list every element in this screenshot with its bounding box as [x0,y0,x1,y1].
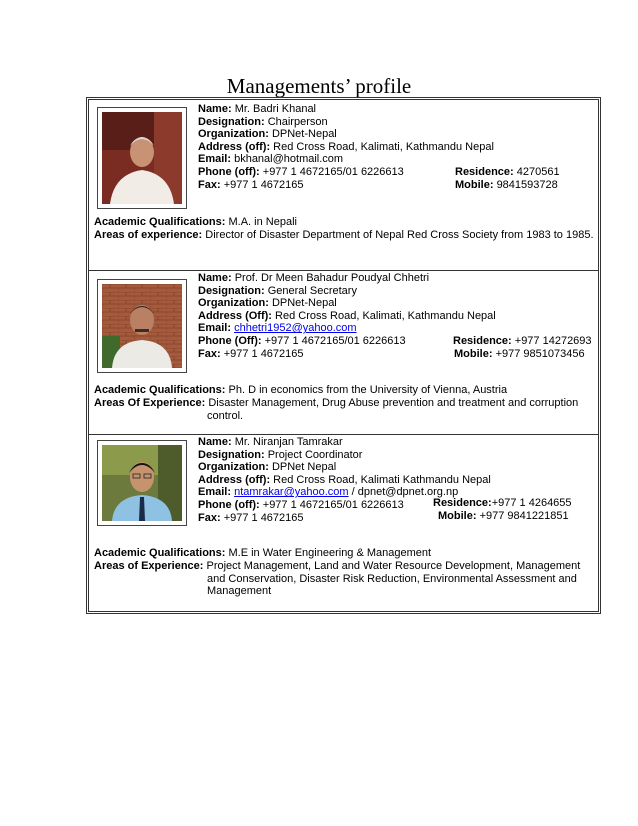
residence [455,166,560,178]
label: Organization: [198,128,269,141]
label: Organization: [198,461,269,474]
label: Areas of Experience: [94,559,204,572]
experience-value: Project Management, Land and Water Resource Development, Management [206,559,581,572]
label: Areas Of Experience: [94,396,206,409]
person-name: Mr. Badri Khanal [234,103,317,115]
person-name: Mr. Niranjan Tamrakar [234,436,343,448]
label: Email: [198,153,232,166]
experience-value: and Conservation, Disaster Risk Reduction, Environmental Assessment and [207,572,577,585]
designation: Chairperson [267,115,328,128]
label: Fax: [198,347,221,360]
phone: +977 1 4672165/01 6226613 [264,334,406,347]
address: Red Cross Road, Kalimati, Kathmandu Nepal [275,309,496,322]
designation: Project Coordinator [267,448,363,461]
academic-value: M.A. in Nepali [228,216,297,228]
experience-value: control. [207,409,244,422]
mobile-value: +977 9841221851 [479,510,569,522]
label: Residence: [453,335,512,347]
label: Phone (off): [198,498,260,511]
profile-photo [97,440,187,526]
address: Red Cross Road, Kalimati Kathmandu Nepal [273,473,491,486]
label: Name: [198,272,232,284]
email-link[interactable]: ntamrakar@yahoo.com [234,486,349,499]
phone: +977 1 4672165/01 6226613 [262,498,404,511]
academic-value: M.E in Water Engineering & Management [228,547,432,559]
profile-card [89,271,598,434]
label: Academic Qualifications: [94,547,226,559]
qualifications [94,547,580,598]
label: Email: [198,486,232,499]
label: Phone (off): [198,165,260,178]
mobile-value: 9841593728 [496,179,558,191]
page-title: Managements’ profile [226,74,412,98]
qualifications [94,384,578,422]
experience-value: Director of Disaster Department of Nepal Red Cross Society from 1983 to 1985. [205,228,594,241]
qualifications [94,216,594,242]
secondary-email: dpnet@dpnet.org.np [357,486,459,499]
label: Areas of experience: [94,228,203,241]
organization: DPNet-Nepal [271,297,337,310]
contact-details [198,272,496,360]
email-separator: / [348,486,358,499]
label: Designation: [198,448,265,461]
organization: DPNet-Nepal [271,128,337,141]
fax: +977 1 4672165 [223,511,304,524]
experience-value: Management [207,585,272,598]
organization: DPNet Nepal [271,461,337,474]
label: Organization: [198,297,269,310]
experience-value: Disaster Management, Drug Abuse prevention and treatment and corruption [208,396,579,409]
mobile [455,179,558,191]
label: Phone (Off): [198,334,262,347]
label: Fax: [198,178,221,191]
label: Address (off): [198,140,271,153]
residence-value: +977 1 4264655 [491,497,572,509]
residence [453,335,592,347]
mobile [454,348,585,360]
profile-card [89,100,598,270]
designation: General Secretary [267,284,357,297]
person-name: Prof. Dr Meen Bahadur Poudyal Chhetri [234,272,430,284]
contact-details [198,103,494,191]
label: Mobile: [454,348,493,360]
fax: +977 1 4672165 [223,178,304,191]
label: Name: [198,103,232,115]
residence-value: 4270561 [516,166,560,178]
label: Mobile: [455,179,494,191]
address: Red Cross Road, Kalimati, Kathmandu Nepal [273,140,494,153]
label: Name: [198,436,232,448]
label: Fax: [198,511,221,524]
label: Address (off): [198,473,271,486]
label: Designation: [198,115,265,128]
fax: +977 1 4672165 [223,347,304,360]
label: Residence: [433,497,492,509]
profile-photo [97,279,187,373]
label: Address (Off): [198,309,272,322]
mobile [438,510,569,522]
mobile-value: +977 9851073456 [495,348,585,360]
email-link[interactable]: chhetri1952@yahoo.com [234,322,357,335]
profile-card [89,435,598,605]
profiles-table [86,97,601,614]
profile-photo [97,107,187,209]
label: Email: [198,322,232,335]
email: bkhanal@hotmail.com [234,153,344,166]
residence-value: +977 14272693 [514,335,592,347]
academic-value: Ph. D in economics from the University of Vienna, Austria [228,384,508,396]
residence [433,497,572,509]
phone: +977 1 4672165/01 6226613 [262,165,404,178]
label: Academic Qualifications: [94,384,226,396]
label: Residence: [455,166,514,178]
label: Mobile: [438,510,477,522]
label: Academic Qualifications: [94,216,226,228]
label: Designation: [198,284,265,297]
